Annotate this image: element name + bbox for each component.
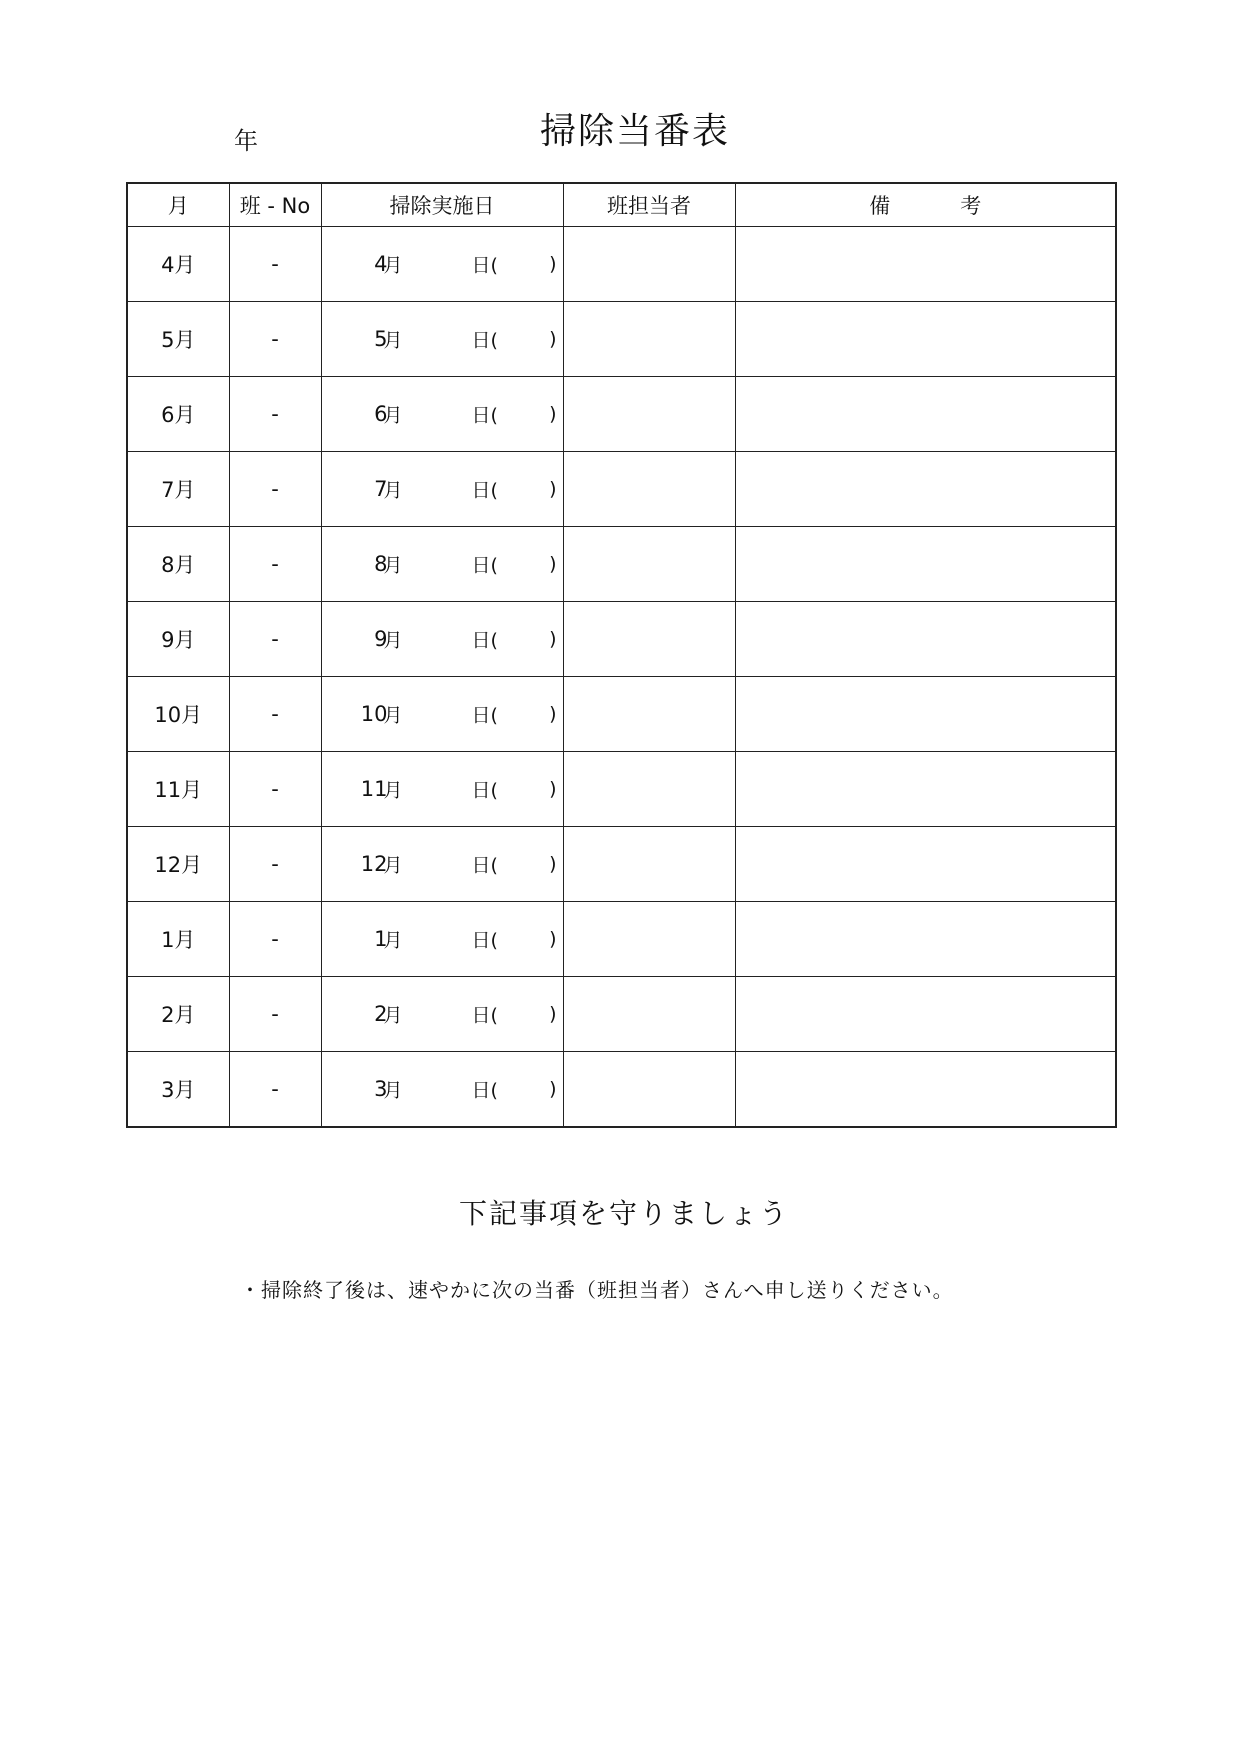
date-month-number: 7: [374, 477, 388, 501]
cell-cleaning-date[interactable]: [321, 452, 563, 527]
header-cleaning-date: 掃除実施日: [321, 183, 563, 227]
cell-group-staff[interactable]: [563, 827, 735, 902]
cell-group-staff[interactable]: [563, 227, 735, 302]
date-month-unit: 月: [383, 1004, 403, 1027]
cell-cleaning-date[interactable]: [321, 677, 563, 752]
date-month-number: 12: [360, 852, 388, 876]
cell-group-no[interactable]: -: [229, 977, 321, 1052]
cell-group-no[interactable]: -: [229, 677, 321, 752]
table-row: [127, 527, 1116, 602]
date-weekday-paren-close: ): [549, 628, 557, 650]
date-month-number: 6: [374, 402, 388, 426]
cell-group-no[interactable]: -: [229, 227, 321, 302]
date-month-number: 9: [374, 627, 388, 651]
date-weekday-paren-close: ): [549, 553, 557, 575]
cell-month: 2月: [127, 977, 229, 1052]
cell-month: 12月: [127, 827, 229, 902]
cell-month: 10月: [127, 677, 229, 752]
date-month-number: 4: [374, 252, 388, 276]
cell-cleaning-date[interactable]: [321, 527, 563, 602]
cell-group-staff[interactable]: [563, 1052, 735, 1128]
table-row: [127, 902, 1116, 977]
table-row: [127, 827, 1116, 902]
cell-month: 4月: [127, 227, 229, 302]
date-month-number: 5: [374, 327, 388, 351]
cell-group-no[interactable]: -: [229, 827, 321, 902]
page-title: 掃除当番表: [539, 111, 730, 152]
date-month-unit: 月: [383, 554, 403, 577]
cell-month: 3月: [127, 1052, 229, 1128]
date-day-unit: 日(: [471, 854, 498, 877]
date-weekday-paren-close: ): [549, 778, 557, 800]
date-day-unit: 日(: [471, 329, 498, 352]
cell-notes[interactable]: [735, 602, 1116, 677]
cell-month: 6月: [127, 377, 229, 452]
cell-group-no[interactable]: -: [229, 752, 321, 827]
date-month-unit: 月: [383, 929, 403, 952]
date-day-unit: 日(: [471, 404, 498, 427]
date-day-unit: 日(: [471, 704, 498, 727]
table-row: [127, 1052, 1116, 1128]
cell-group-no[interactable]: -: [229, 452, 321, 527]
table-row: [127, 377, 1116, 452]
cell-cleaning-date[interactable]: [321, 1052, 563, 1128]
rules-item: ・掃除終了後は、速やかに次の当番（班担当者）さんへ申し送りください。: [240, 1278, 954, 1302]
table-row: [127, 302, 1116, 377]
cell-cleaning-date[interactable]: [321, 302, 563, 377]
cell-cleaning-date[interactable]: [321, 827, 563, 902]
date-day-unit: 日(: [471, 554, 498, 577]
cell-group-staff[interactable]: [563, 527, 735, 602]
table-header-row: [127, 183, 1116, 227]
table-row: [127, 452, 1116, 527]
date-month-number: 2: [374, 1002, 388, 1026]
cell-month: 1月: [127, 902, 229, 977]
table-row: [127, 227, 1116, 302]
cell-group-no[interactable]: -: [229, 902, 321, 977]
cell-group-staff[interactable]: [563, 302, 735, 377]
header-notes: [735, 183, 1116, 227]
date-weekday-paren-close: ): [549, 478, 557, 500]
date-day-unit: 日(: [471, 254, 498, 277]
cell-notes[interactable]: [735, 227, 1116, 302]
table-row: [127, 977, 1116, 1052]
cell-notes[interactable]: [735, 377, 1116, 452]
date-day-unit: 日(: [471, 479, 498, 502]
date-weekday-paren-close: ): [549, 328, 557, 350]
date-weekday-paren-close: ): [549, 1003, 557, 1025]
cell-group-no[interactable]: -: [229, 377, 321, 452]
cell-cleaning-date[interactable]: [321, 902, 563, 977]
cell-notes[interactable]: [735, 527, 1116, 602]
cell-month: 9月: [127, 602, 229, 677]
cell-notes[interactable]: [735, 452, 1116, 527]
date-day-unit: 日(: [471, 929, 498, 952]
date-day-unit: 日(: [471, 1004, 498, 1027]
cell-group-staff[interactable]: [563, 977, 735, 1052]
date-month-number: 3: [374, 1077, 388, 1101]
cell-month: 11月: [127, 752, 229, 827]
cell-notes[interactable]: [735, 902, 1116, 977]
date-month-unit: 月: [383, 779, 403, 802]
table-row: [127, 752, 1116, 827]
cell-notes[interactable]: [735, 827, 1116, 902]
cell-group-staff[interactable]: [563, 602, 735, 677]
cell-cleaning-date[interactable]: [321, 977, 563, 1052]
date-month-unit: 月: [383, 404, 403, 427]
cell-month: 8月: [127, 527, 229, 602]
date-month-unit: 月: [383, 254, 403, 277]
cell-cleaning-date[interactable]: [321, 752, 563, 827]
cell-group-no[interactable]: -: [229, 302, 321, 377]
date-day-unit: 日(: [471, 629, 498, 652]
cell-notes[interactable]: [735, 977, 1116, 1052]
cell-group-no[interactable]: -: [229, 1052, 321, 1128]
date-weekday-paren-close: ): [549, 253, 557, 275]
cell-notes[interactable]: [735, 1052, 1116, 1128]
date-month-number: 8: [374, 552, 388, 576]
cell-month: 7月: [127, 452, 229, 527]
date-month-number: 10: [360, 702, 388, 726]
header-group-staff: 班担当者: [563, 183, 735, 227]
cell-group-staff[interactable]: [563, 377, 735, 452]
date-month-unit: 月: [383, 854, 403, 877]
cell-notes[interactable]: [735, 677, 1116, 752]
cell-cleaning-date[interactable]: [321, 602, 563, 677]
header-group-no: 班 - No: [229, 183, 321, 227]
cell-month: 5月: [127, 302, 229, 377]
header-notes-part2: 考: [960, 194, 982, 218]
cell-group-staff[interactable]: [563, 677, 735, 752]
cell-notes[interactable]: [735, 752, 1116, 827]
header-notes-part1: 備: [869, 194, 891, 218]
date-weekday-paren-close: ): [549, 403, 557, 425]
cell-group-staff[interactable]: [563, 902, 735, 977]
date-month-unit: 月: [383, 629, 403, 652]
year-label: 年: [234, 127, 258, 155]
cell-notes[interactable]: [735, 302, 1116, 377]
table-row: [127, 602, 1116, 677]
date-day-unit: 日(: [471, 1079, 498, 1102]
date-weekday-paren-close: ): [549, 853, 557, 875]
cell-group-staff[interactable]: [563, 452, 735, 527]
date-month-number: 11: [360, 777, 388, 801]
cleaning-roster-table: [126, 182, 1117, 1128]
date-weekday-paren-close: ): [549, 703, 557, 725]
date-month-unit: 月: [383, 1079, 403, 1102]
date-weekday-paren-close: ): [549, 1078, 557, 1100]
header-month: 月: [127, 183, 229, 227]
cell-cleaning-date[interactable]: [321, 377, 563, 452]
date-month-unit: 月: [383, 479, 403, 502]
date-month-unit: 月: [383, 329, 403, 352]
cell-group-no[interactable]: -: [229, 527, 321, 602]
date-month-unit: 月: [383, 704, 403, 727]
date-day-unit: 日(: [471, 779, 498, 802]
rules-heading: 下記事項を守りましょう: [458, 1197, 789, 1230]
table-row: [127, 677, 1116, 752]
cell-cleaning-date[interactable]: [321, 227, 563, 302]
date-month-number: 1: [374, 927, 388, 951]
cell-group-staff[interactable]: [563, 752, 735, 827]
date-weekday-paren-close: ): [549, 928, 557, 950]
cell-group-no[interactable]: -: [229, 602, 321, 677]
